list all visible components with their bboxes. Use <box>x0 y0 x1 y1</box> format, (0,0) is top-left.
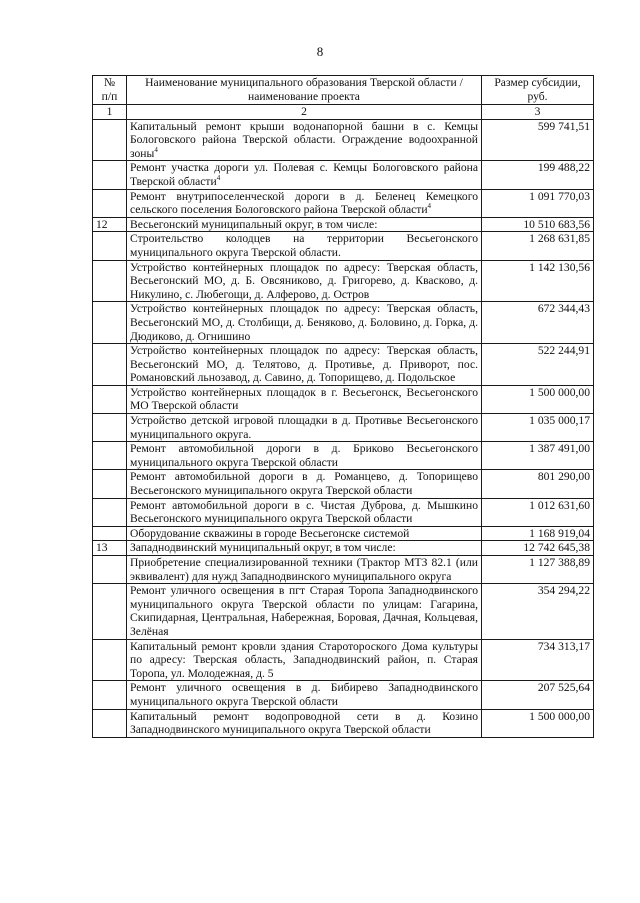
table-row <box>93 232 594 260</box>
row-name-text: Строительство колодцев на территории Весьегонского муниципального округа Тверской области. <box>130 232 478 259</box>
index-3: 3 <box>482 105 594 120</box>
footnote-mark: 4 <box>154 145 158 154</box>
row-name-text: Ремонт участка дороги ул. Полевая с. Кемцы Бологовского района Тверской области <box>130 161 478 188</box>
subsidy-table <box>92 75 594 738</box>
table-row <box>93 709 594 737</box>
table-row <box>93 498 594 526</box>
row-name <box>127 302 482 344</box>
row-amount: 801 290,00 <box>482 470 594 498</box>
row-number <box>93 639 127 681</box>
page-number: 8 <box>316 44 324 59</box>
row-name <box>127 385 482 413</box>
row-name <box>127 217 482 232</box>
row-number <box>93 681 127 709</box>
row-name <box>127 584 482 639</box>
row-name-text: Капитальный ремонт водопроводной сети в д. Козино Западнодвинского муниципального округа Тверской области <box>130 709 478 737</box>
row-amount: 1 091 770,03 <box>482 189 594 217</box>
table-row <box>93 161 594 189</box>
row-amount: 522 244,91 <box>482 344 594 386</box>
row-name <box>127 260 482 302</box>
row-amount: 1 500 000,00 <box>482 709 594 737</box>
row-name <box>127 442 482 470</box>
row-amount: 1 012 631,60 <box>482 498 594 526</box>
row-amount: 207 525,64 <box>482 681 594 709</box>
row-number <box>93 119 127 161</box>
footnote-mark: 4 <box>427 202 432 211</box>
row-name <box>127 414 482 442</box>
row-amount: 672 344,43 <box>482 302 594 344</box>
row-number <box>93 189 127 217</box>
row-name-text: Ремонт уличного освещения в д. Бибирево Западнодвинского муниципального округа Тверской области <box>130 681 478 708</box>
table-row <box>93 385 594 413</box>
row-amount: 1 142 130,56 <box>482 260 594 302</box>
table-row <box>93 302 594 344</box>
row-number <box>93 344 127 386</box>
row-amount: 10 510 683,56 <box>482 217 594 232</box>
table-row <box>93 217 594 232</box>
row-name-text: Приобретение специализированной техники (Трактор МТЗ 82.1 (или эквивалент) для нужд Западнодвинского муниципального округа <box>130 556 478 583</box>
row-name <box>127 232 482 260</box>
row-name <box>127 470 482 498</box>
row-amount: 354 294,22 <box>482 584 594 639</box>
table-row <box>93 260 594 302</box>
row-name-text: Капитальный ремонт кровли здания Старотороского Дома культуры по адресу: Тверская область, Западнодвинский район, п. Старая Торопа, ул. Молодежная, д. 5 <box>130 639 478 680</box>
table-row <box>93 344 594 386</box>
table-row <box>93 584 594 639</box>
table-row <box>93 639 594 681</box>
row-name-text: Весьегонский муниципальный округ, в том числе: <box>130 217 378 231</box>
row-name-text: Ремонт уличного освещения в пгт Старая Торопа Западнодвинского муниципального округа Тверской области по улицам: Гагарина, Скипидарная, Центральная, Набережная, Боровая, Дачная, Кольцевая, Зелёная <box>130 584 478 638</box>
row-name <box>127 189 482 217</box>
row-name-text: Устройство контейнерных площадок в г. Весьегонск, Весьегонского МО Тверской области <box>130 385 478 413</box>
row-name <box>127 681 482 709</box>
row-number <box>93 232 127 260</box>
row-amount: 734 313,17 <box>482 639 594 681</box>
row-name <box>127 498 482 526</box>
table-row <box>93 556 594 584</box>
row-amount: 599 741,51 <box>482 119 594 161</box>
row-name <box>127 344 482 386</box>
row-number <box>93 556 127 584</box>
row-name-text: Устройство контейнерных площадок по адресу: Тверская область, Весьегонский МО, д. Столбищи, д. Беняково, д. Боловино, д. Горка, д. Дюдиково, д. Огнишино <box>130 302 478 343</box>
row-name-text: Западнодвинский муниципальный округ, в том числе: <box>130 541 396 555</box>
table-row <box>93 470 594 498</box>
row-amount: 199 488,22 <box>482 161 594 189</box>
row-name-text: Устройство детской игровой площадки в д. Противье Весьегонского муниципального округа. <box>130 414 478 441</box>
footnote-mark: 4 <box>216 174 221 183</box>
row-number <box>93 414 127 442</box>
table-row <box>93 541 594 556</box>
row-name-text: Устройство контейнерных площадок по адресу: Тверская область, Весьегонский МО, д. Телятово, д. Противье, д. Приворот, пос. Романовский льнозавод, д. Савино, д. Топорищево, д. Подольское <box>130 344 478 385</box>
row-name <box>127 119 482 161</box>
table-row <box>93 681 594 709</box>
row-number <box>93 470 127 498</box>
table-row <box>93 119 594 161</box>
row-amount: 1 127 388,89 <box>482 556 594 584</box>
row-number <box>93 526 127 541</box>
row-amount: 1 387 491,00 <box>482 442 594 470</box>
subsidy-table-body <box>93 76 594 738</box>
row-number: 12 <box>93 217 127 232</box>
table-row <box>93 414 594 442</box>
row-name <box>127 541 482 556</box>
row-name-text: Ремонт внутрипоселенческой дороги в д. Беленец Кемецкого сельского поселения Бологовского района Тверской области <box>130 189 478 217</box>
header-name: Наименование муниципального образования Тверской области / наименование проекта <box>127 76 482 105</box>
row-name <box>127 639 482 681</box>
row-number <box>93 385 127 413</box>
row-name-text: Ремонт автомобильной дороги в д. Романцево, д. Топорищево Весьегонского муниципального округа Тверской области <box>130 470 478 498</box>
row-amount: 1 268 631,85 <box>482 232 594 260</box>
row-name <box>127 161 482 189</box>
row-number <box>93 584 127 639</box>
row-name <box>127 526 482 541</box>
row-amount: 1 500 000,00 <box>482 385 594 413</box>
row-number <box>93 302 127 344</box>
row-name <box>127 556 482 584</box>
header-amount: Размер субсидии, руб. <box>482 76 594 105</box>
row-amount: 1 035 000,17 <box>482 414 594 442</box>
row-number <box>93 442 127 470</box>
row-name-text: Ремонт автомобильной дороги в д. Бриково Весьегонского муниципального округа Тверской области <box>130 442 478 469</box>
row-number <box>93 498 127 526</box>
index-2: 2 <box>127 105 482 120</box>
table-header-row <box>93 76 594 105</box>
row-amount: 1 168 919,04 <box>482 526 594 541</box>
table-row <box>93 526 594 541</box>
row-number <box>93 161 127 189</box>
row-number <box>93 709 127 737</box>
row-number: 13 <box>93 541 127 556</box>
row-name-text: Ремонт автомобильной дороги в с. Чистая Дуброва, д. Мышкино Весьегонского муниципального округа Тверской области <box>130 498 478 526</box>
header-num: № п/п <box>93 76 127 105</box>
row-amount: 12 742 645,38 <box>482 541 594 556</box>
row-name-text: Капитальный ремонт крыши водонапорной башни в с. Кемцы Бологовского района Тверской области. Ограждение водоохранной зоны <box>130 119 478 160</box>
row-number <box>93 260 127 302</box>
index-1: 1 <box>93 105 127 120</box>
row-name-text: Оборудование скважины в городе Весьегонске системой <box>130 526 410 540</box>
table-index-row <box>93 105 594 120</box>
table-row <box>93 442 594 470</box>
row-name <box>127 709 482 737</box>
row-name-text: Устройство контейнерных площадок по адресу: Тверская область, Весьегонский МО, д. Б. Овсяниково, д. Григорево, д. Квасково, д. Никулино, с. Любегощи, д. Алферово, д. Остров <box>130 260 478 301</box>
table-row <box>93 189 594 217</box>
